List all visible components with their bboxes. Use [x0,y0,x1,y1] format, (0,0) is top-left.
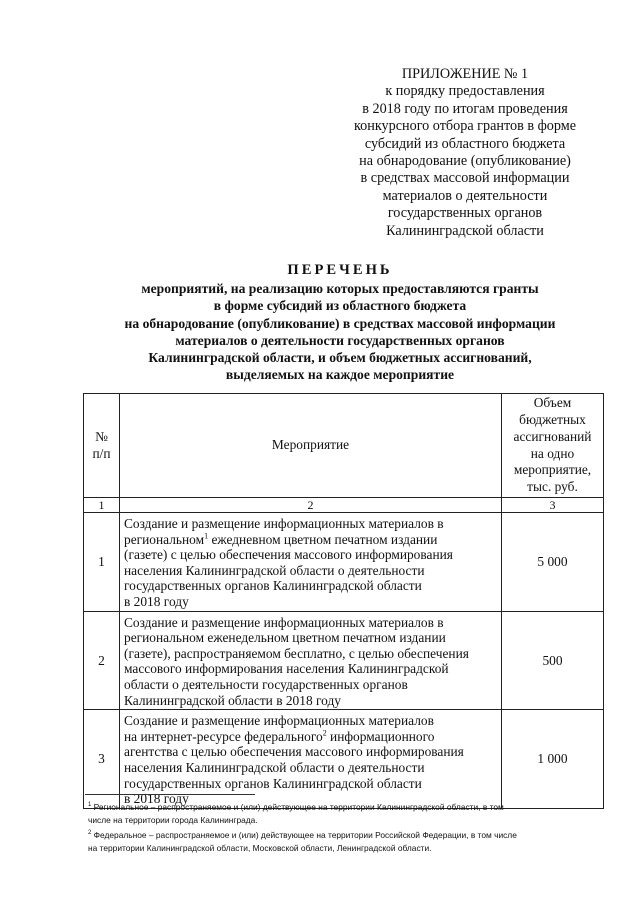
description-line: региональном$^1$ ежедневном цветном печатном издании [124,531,438,547]
subtitle-line: Калининградской области, и объем бюджетных ассигнований, [148,350,532,366]
appendix-line: к порядку предоставления [385,83,545,100]
column-number: 3 [502,498,604,513]
header-amount-line: мероприятие, [513,462,592,478]
appendix-line: Калининградской области [386,222,544,239]
footnote-mark: 2 [88,829,92,836]
row-number: 1 [84,513,120,612]
description-line: Создание и размещение информационных материалов [124,713,434,729]
appendix-line: в 2018 году по итогам проведения [362,100,568,117]
row-amount: 5 000 [502,513,604,612]
description-line: государственных органов Калининградской области [124,775,422,791]
appendix-line: конкурсного отбора грантов в форме [353,118,577,135]
footnote-reference: 1 [204,531,209,541]
row-description [120,611,502,710]
description-line: Создание и размещение информационных материалов в [124,614,444,630]
footnote-line: числе на территории города Калининграда. [88,814,258,825]
header-number-line: п/п [92,445,111,461]
column-number: 2 [120,498,502,513]
description-line: государственных органов Калининградской области [124,578,422,594]
appendix-header [330,66,600,240]
description-line: области о деятельности государственных органов [124,676,408,692]
footnote-separator [85,794,255,795]
footnote-line: на территории Калининградской области, Московской области, Ленинградской области. [88,842,432,853]
events-table [83,393,604,809]
appendix-line: государственных органов [387,205,543,222]
header-amount-line: бюджетных [519,411,586,427]
description-line: в 2018 году [124,791,189,807]
header-amount-line: тыс. руб. [527,479,578,495]
table-row [84,513,604,612]
footnote-line: $^2$ Федеральное – распространяемое и (или) действующее на территории Российской Федерации, в том числе [88,829,517,840]
appendix-line: ПРИЛОЖЕНИЕ № 1 [401,66,529,82]
header-event-label: Мероприятие [271,437,350,453]
column-number-row [84,498,604,513]
description-line: массового информирования населения Калининградской [124,661,449,677]
subtitle-line: выделяемых на каждое мероприятие [225,367,455,383]
description-line: населения Калининградской области о деятельности [124,759,425,775]
appendix-line: на обнародование (опубликование) [359,153,571,170]
row-description [120,513,502,612]
subtitle-line: в форме субсидий из областного бюджета [213,298,467,314]
header-number [84,394,120,498]
document-title: ПЕРЕЧЕНЬ [287,262,393,278]
table-header-row [84,394,604,498]
header-amount-line: Объем [533,395,572,411]
subtitle-line: мероприятий, на реализацию которых предоставляются гранты [141,281,539,296]
description-line: региональном еженедельном цветном печатном издании [124,630,446,646]
table-row [84,611,604,710]
row-number: 2 [84,611,120,710]
appendix-line: материалов о деятельности [382,187,548,204]
appendix-line: в средствах массовой информации [360,170,570,187]
header-amount [502,394,604,498]
description-line: (газете) с целью обеспечения массового информирования [124,547,453,563]
subtitle-line: материалов о деятельности государственных органов [175,332,505,348]
footnote-mark: 1 [88,802,92,808]
row-amount: 500 [502,611,604,710]
header-event [120,394,502,498]
row-amount: 1 000 [502,710,604,809]
description-line: на интернет-ресурсе федерального$^2$ информационного [124,728,435,744]
description-line: (газете), распространяемом бесплатно, с целью обеспечения [124,645,469,661]
description-line: населения Калининградской области о деятельности [124,562,425,578]
row-number: 3 [84,710,120,809]
header-number-line: № [95,428,108,444]
description-line: Калининградской области в 2018 году [124,692,341,708]
document-subtitle [60,280,620,384]
footnotes [88,799,608,855]
description-line: Создание и размещение информационных материалов в [124,516,444,531]
description-line: в 2018 году [124,593,189,609]
header-amount-line: на одно [530,445,575,461]
subtitle-line: на обнародование (опубликование) в средствах массовой информации [124,315,556,331]
footnote-line: $^1$ Региональное – распространяемое и (или) действующее на территории Калининградской области, в том [88,801,504,812]
column-number: 1 [84,498,120,513]
table-body [84,513,604,809]
header-amount-line: ассигнований [513,428,592,444]
footnote-reference: 2 [322,728,327,738]
description-line: агентства с целью обеспечения массового информирования [124,744,464,760]
appendix-line: субсидий из областного бюджета [364,135,566,152]
